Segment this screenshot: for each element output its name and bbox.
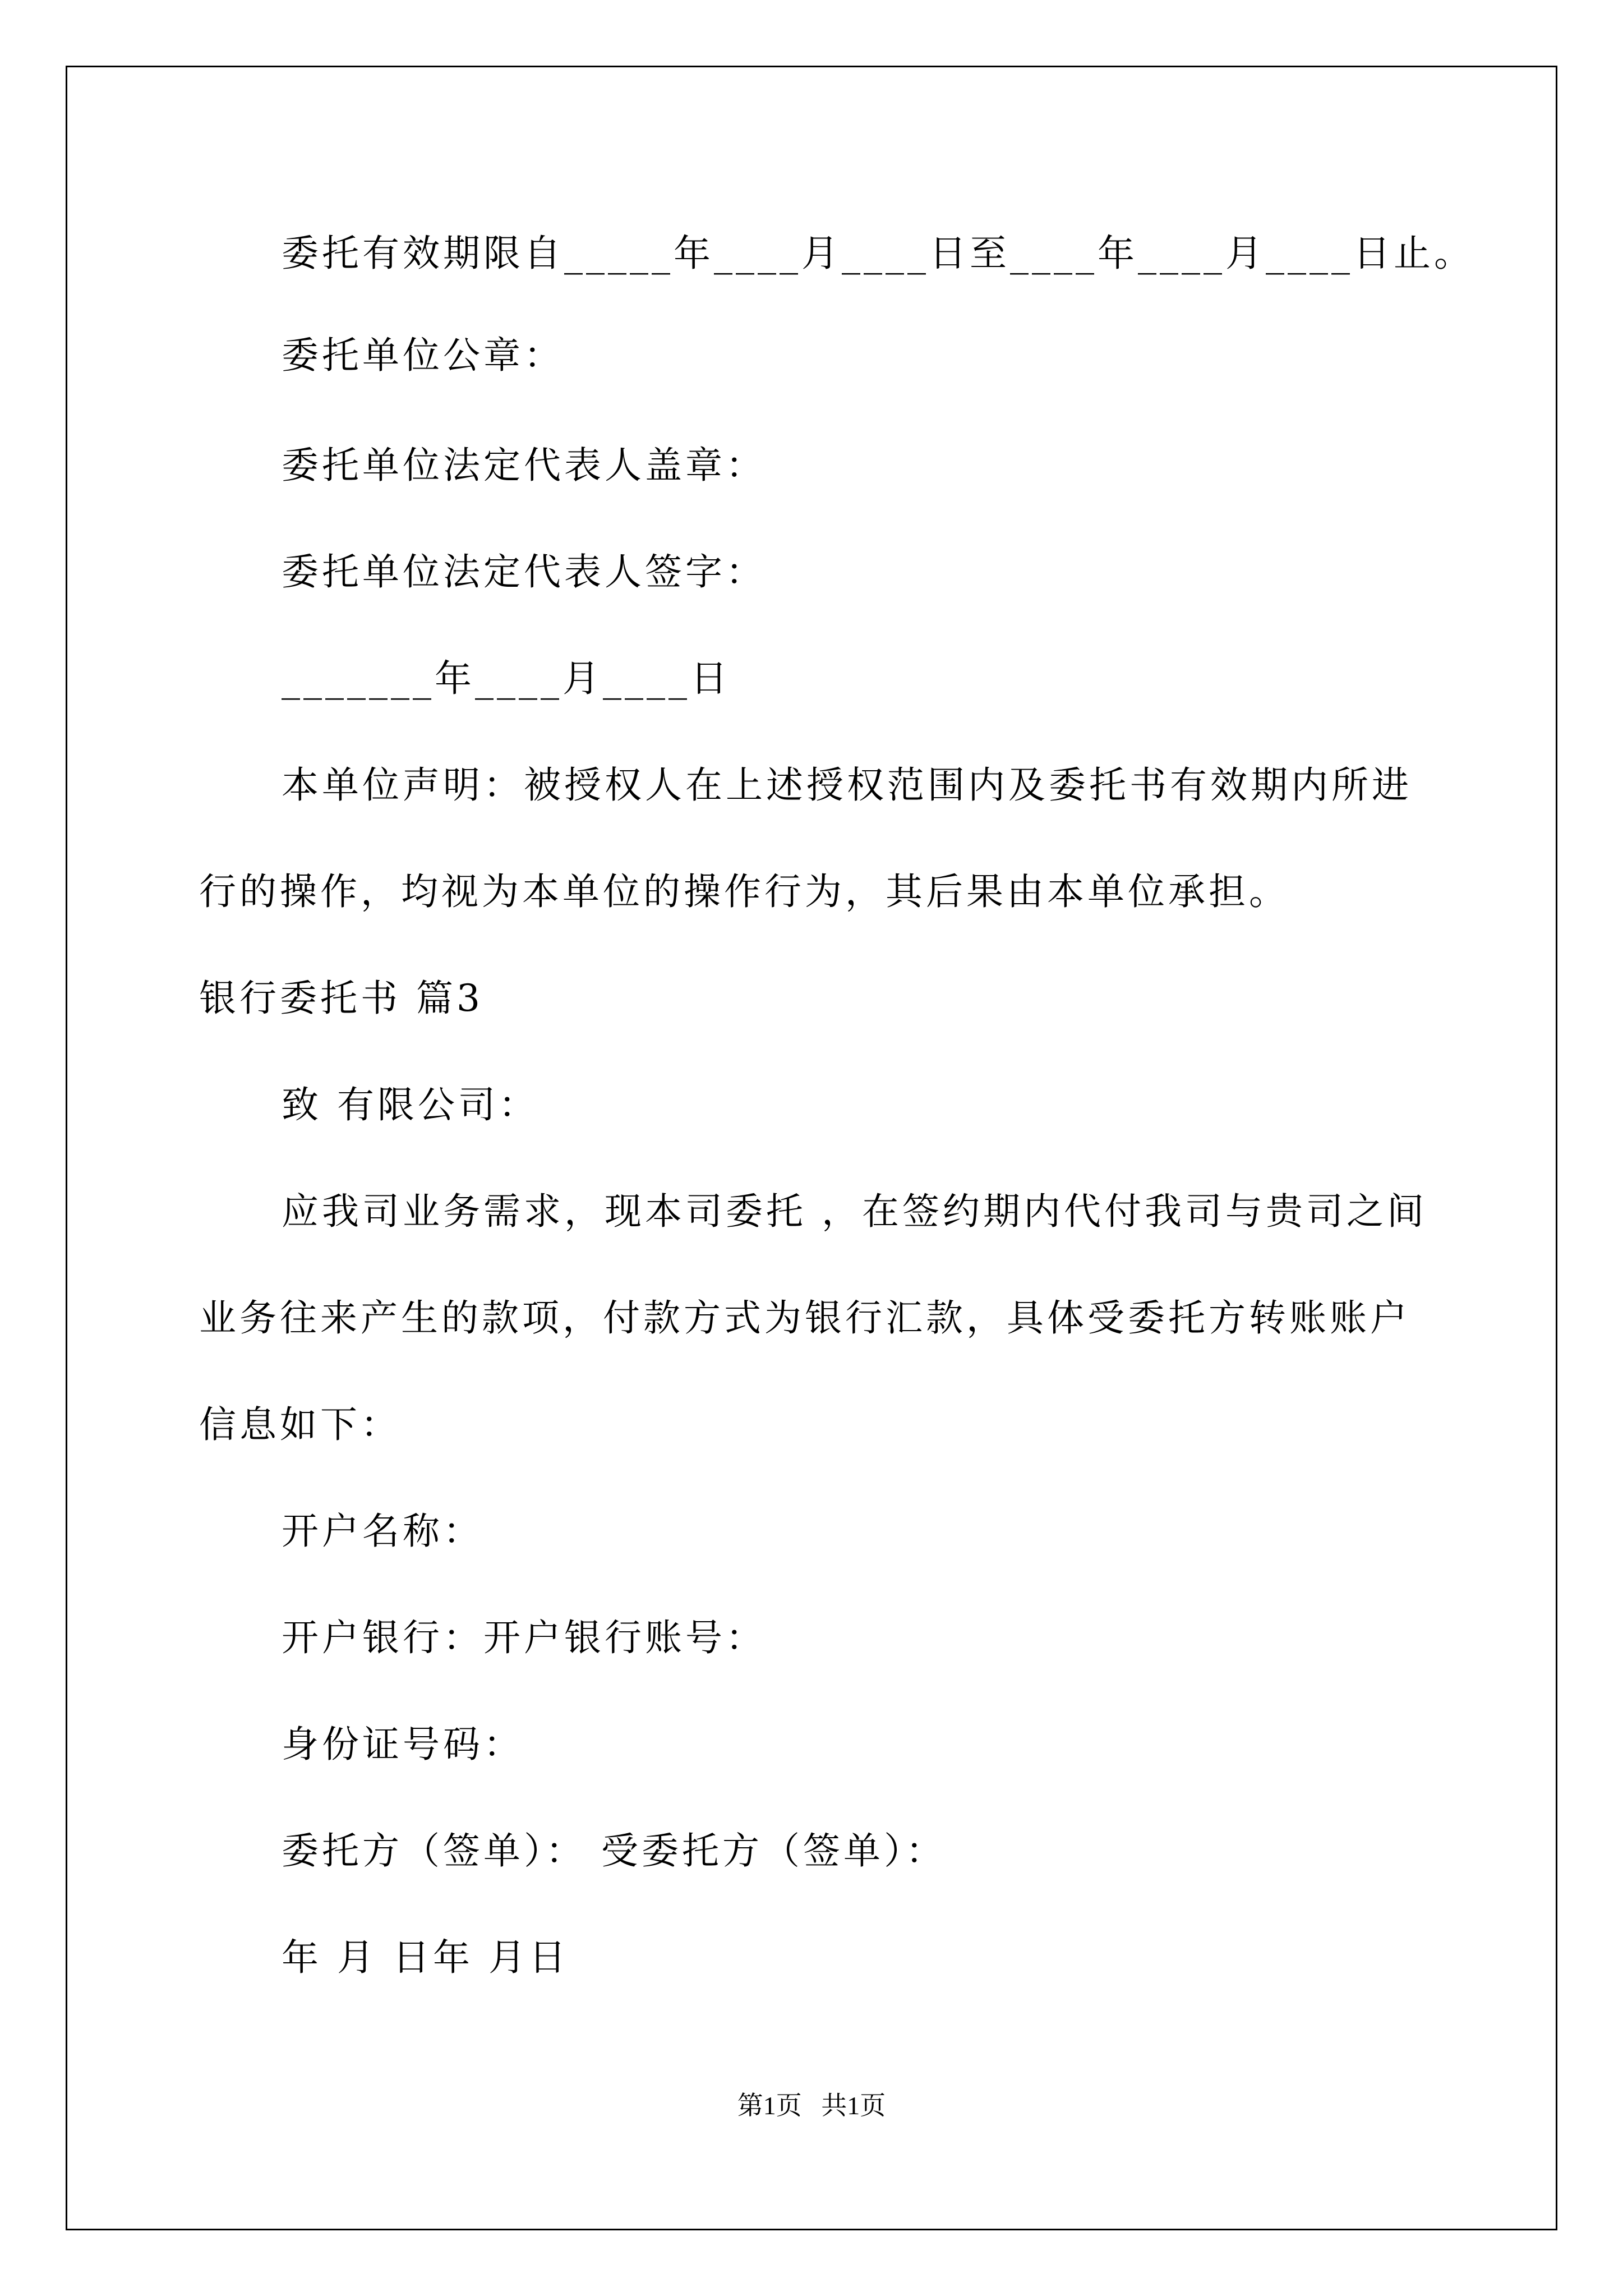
signatures-line: 委托方（签单）： 受委托方（签单）：	[282, 1829, 946, 1872]
section-heading: 银行委托书 篇3	[199, 977, 483, 1020]
id-number-line: 身份证号码：	[282, 1723, 524, 1766]
page-border	[66, 66, 1557, 2230]
addressee-line: 致 有限公司：	[282, 1083, 539, 1126]
legal-rep-seal-line: 委托单位法定代表人盖章：	[282, 444, 766, 487]
signature-dates-line: 年 月 日年 月日	[282, 1936, 569, 1979]
validity-period-line: 委托有效期限自_____年____月____日至____年____月____日止。	[282, 232, 1474, 275]
legal-rep-signature-line: 委托单位法定代表人签字：	[282, 550, 766, 593]
company-seal-line: 委托单位公章：	[282, 334, 564, 377]
account-name-line: 开户名称：	[282, 1510, 483, 1553]
declaration-line-2: 行的操作，均视为本单位的操作行为，其后果由本单位承担。	[199, 870, 1289, 913]
page-number-footer: 第1页 共1页	[737, 2091, 886, 2120]
declaration-line-1: 本单位声明：被授权人在上述授权范围内及委托书有效期内所进	[282, 763, 1412, 807]
body-line-3: 信息如下：	[199, 1403, 401, 1446]
body-line-1: 应我司业务需求，现本司委托 ，在签约期内代付我司与贵司之间	[282, 1190, 1427, 1233]
bank-account-line: 开户银行：开户银行账号：	[282, 1616, 766, 1659]
date-line: _______年____月____日	[282, 657, 731, 700]
body-line-2: 业务往来产生的款项，付款方式为银行汇款，具体受委托方转账账户	[199, 1296, 1410, 1340]
